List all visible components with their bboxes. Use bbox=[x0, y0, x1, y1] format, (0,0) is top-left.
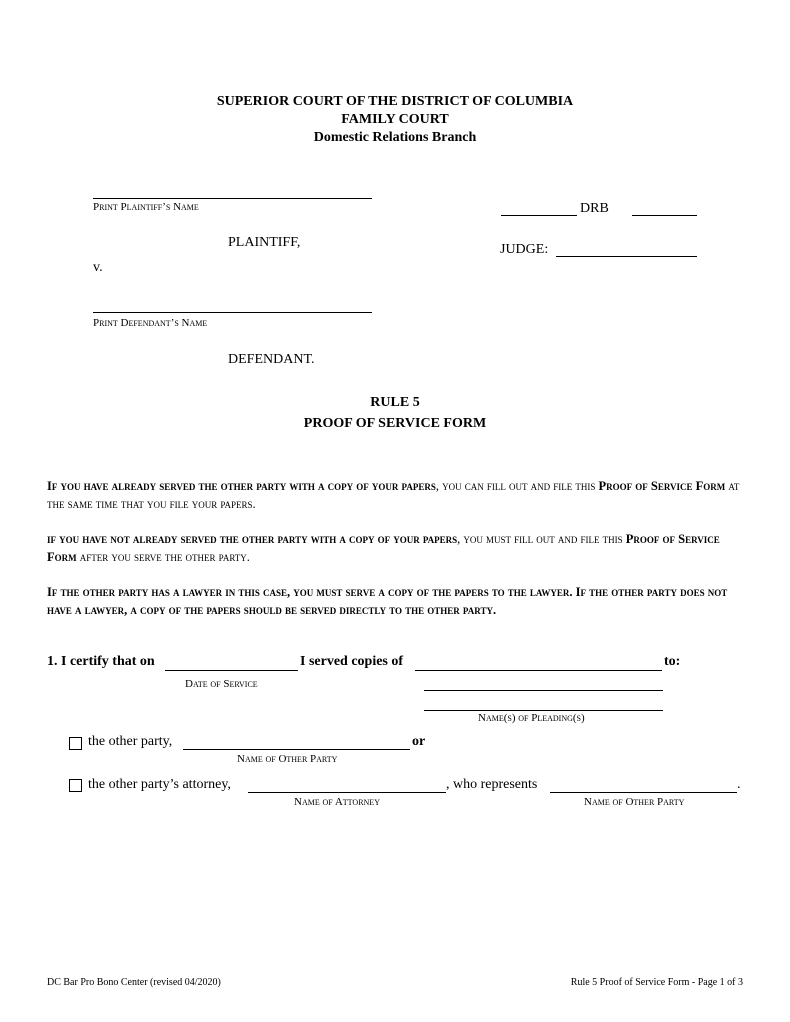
other-party-label: the other party, bbox=[88, 734, 173, 749]
defendant-name-line[interactable] bbox=[93, 312, 372, 313]
served-copies-label: I served copies of bbox=[300, 654, 404, 669]
drb-number-line[interactable] bbox=[632, 215, 697, 216]
form-title: PROOF OF SERVICE FORM bbox=[303, 416, 487, 431]
instruction-2-text-a: , you must fill out and file this bbox=[457, 532, 626, 546]
judge-label: JUDGE: bbox=[500, 242, 549, 257]
versus-label: v. bbox=[93, 260, 103, 275]
attorney-label: the other party’s attorney, bbox=[88, 777, 231, 792]
instruction-paragraph-3: If the other party has a lawyer in this case, you must serve a copy of the papers to the lawyer. If the other party does not have a lawyer, a copy of the papers should be served directly to the other party. bbox=[47, 585, 728, 617]
defendant-name-label: Print Defendant’s Name bbox=[93, 317, 208, 329]
plaintiff-name-label: Print Plaintiff’s Name bbox=[93, 201, 199, 213]
court-division: FAMILY COURT bbox=[341, 112, 449, 127]
judge-name-line[interactable] bbox=[556, 256, 697, 257]
case-number-line[interactable] bbox=[501, 215, 577, 216]
instruction-paragraph-1 bbox=[47, 477, 747, 513]
plaintiff-label: PLAINTIFF, bbox=[228, 235, 301, 250]
instruction-1-text-b: at the same time that you file your papers. bbox=[47, 479, 740, 511]
attorney-name-label: Name of Attorney bbox=[294, 796, 380, 808]
represented-party-label: Name of Other Party bbox=[584, 796, 685, 808]
or-label: or bbox=[412, 734, 426, 749]
pleadings-line-2[interactable] bbox=[424, 690, 663, 691]
to-label: to: bbox=[664, 654, 681, 669]
who-represents-label: , who represents bbox=[446, 777, 538, 792]
footer-right: Rule 5 Proof of Service Form - Page 1 of 3 bbox=[570, 977, 743, 988]
sentence-period: . bbox=[737, 777, 741, 792]
other-party-name-line[interactable] bbox=[183, 749, 410, 750]
attorney-name-line[interactable] bbox=[248, 792, 446, 793]
footer-left: DC Bar Pro Bono Center (revised 04/2020) bbox=[47, 977, 221, 988]
represented-party-line[interactable] bbox=[550, 792, 737, 793]
instruction-1-text-a: , you can fill out and file this bbox=[435, 479, 599, 493]
instruction-2-emphasis: if you have not already served the other party with a copy of your papers bbox=[47, 532, 458, 546]
date-of-service-line[interactable] bbox=[165, 670, 298, 671]
instruction-2-text-b: after you serve the other party. bbox=[76, 550, 250, 564]
pleadings-label: Name(s) of Pleading(s) bbox=[478, 712, 585, 724]
other-party-name-label: Name of Other Party bbox=[237, 753, 338, 765]
court-name: SUPERIOR COURT OF THE DISTRICT OF COLUMBIA bbox=[216, 94, 574, 109]
plaintiff-name-line[interactable] bbox=[93, 198, 372, 199]
court-branch: Domestic Relations Branch bbox=[313, 130, 477, 145]
date-of-service-label: Date of Service bbox=[185, 678, 258, 690]
rule-title: RULE 5 bbox=[370, 395, 420, 410]
pleadings-line-1[interactable] bbox=[415, 670, 662, 671]
instruction-2-form-name: Proof of Service Form bbox=[47, 532, 720, 564]
attorney-checkbox[interactable] bbox=[69, 779, 82, 792]
defendant-label: DEFENDANT. bbox=[228, 352, 315, 367]
instruction-1-form-name: Proof of Service Form bbox=[598, 479, 726, 493]
instruction-paragraph-2 bbox=[47, 530, 747, 566]
certify-prefix: 1. I certify that on bbox=[47, 654, 155, 669]
pleadings-line-3[interactable] bbox=[424, 710, 663, 711]
drb-label: DRB bbox=[580, 201, 609, 216]
other-party-checkbox[interactable] bbox=[69, 737, 82, 750]
instruction-1-emphasis: If you have already served the other party with a copy of your papers bbox=[47, 479, 436, 493]
